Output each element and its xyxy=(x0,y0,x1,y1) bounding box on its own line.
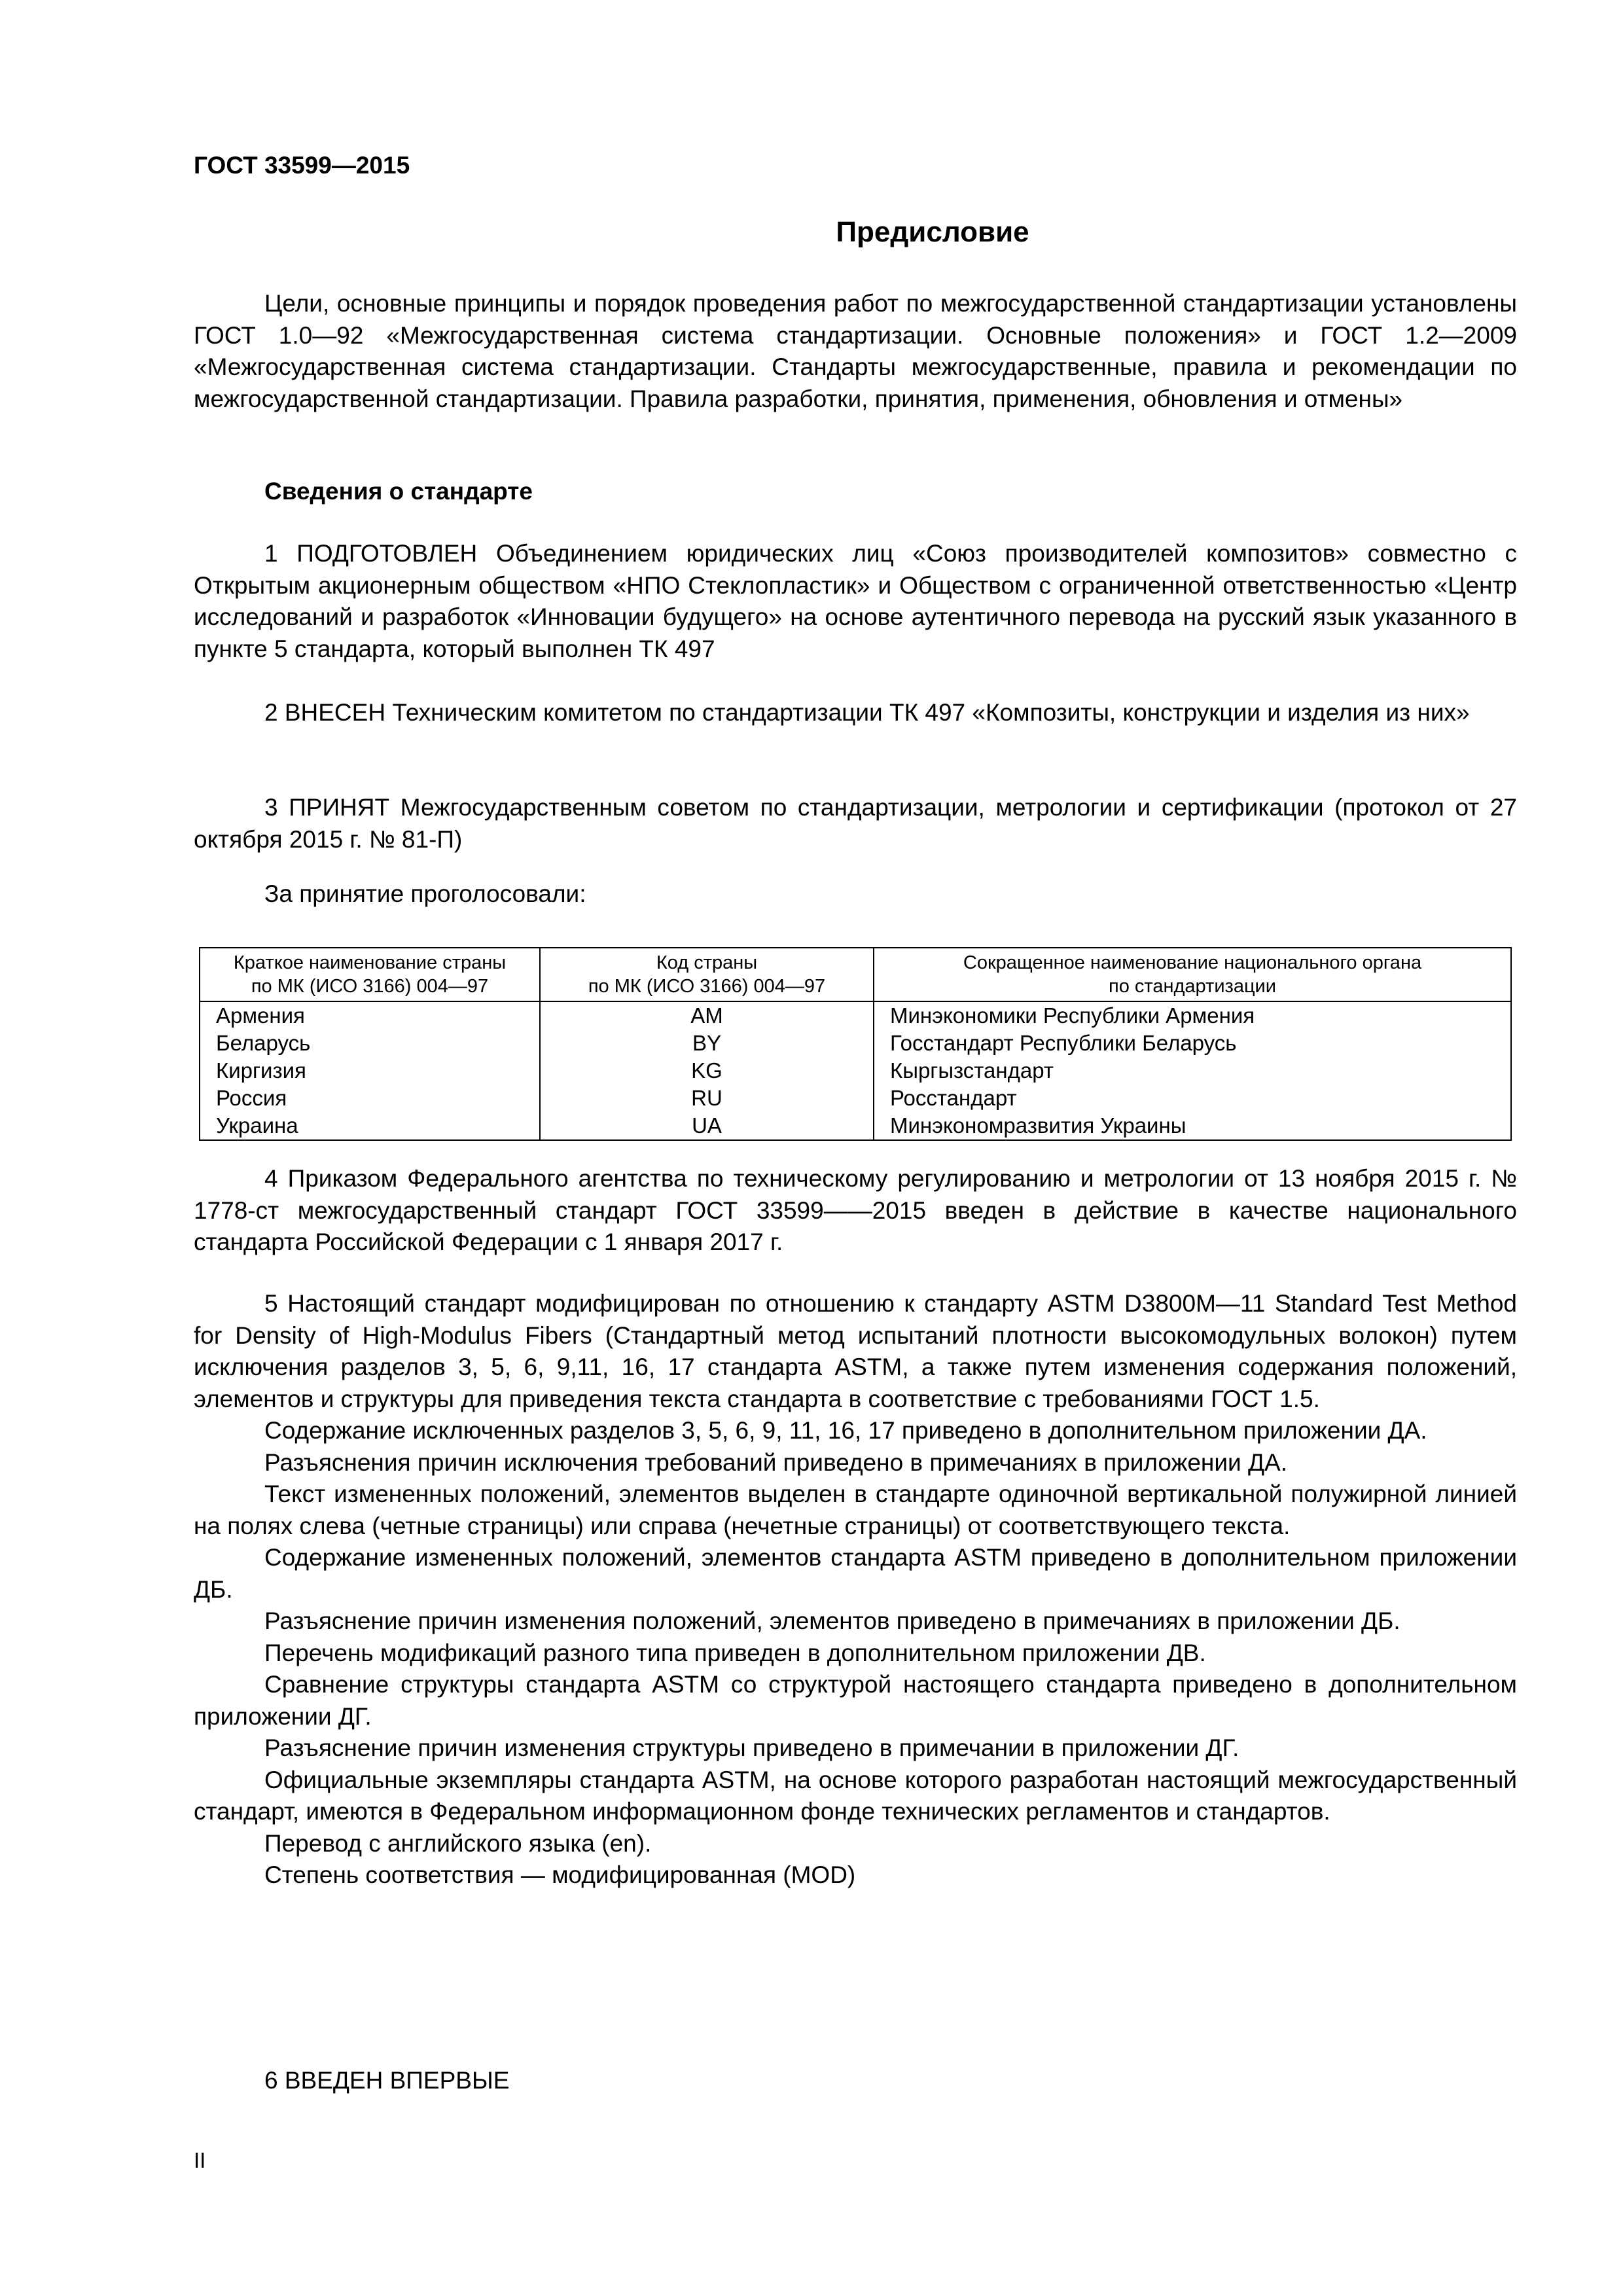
item-5-excluded-sections: Содержание исключенных разделов 3, 5, 6, 9, 11, 16, 17 приведено в дополнительном приложении ДА. xyxy=(264,1417,1427,1444)
country-code-cell: AM xyxy=(540,1001,874,1030)
table-row xyxy=(200,1057,1511,1085)
item-2-paragraph: 2 ВНЕСЕН Техническим комитетом по стандартизации ТК 497 «Композиты, конструкции и изделия из них» xyxy=(264,699,1470,726)
item-5-paragraph: 5 Настоящий стандарт модифицирован по отношению к стандарту ASTM D3800M—11 Standard Test Method for Density of High-Modulus Fibers (Стандартный метод испытаний плотности высокомодульных волокон) путем исключения разделов 3, 5, 6, 9,11, 16, 17 стандарта ASTM, а также путем изменения содержания положений, элементов и структуры для приведения текста стандарта в соответствие с требованиями ГОСТ 1.5. xyxy=(194,1290,1517,1412)
item-5-translation: Перевод с английского языка (en). xyxy=(264,1829,652,1857)
table-row xyxy=(200,1085,1511,1112)
item-5-changed-provisions: Содержание измененных положений, элементов стандарта ASTM приведено в дополнительном приложении ДБ. xyxy=(194,1544,1517,1603)
national-body-cell: Госстандарт Республики Беларусь xyxy=(874,1030,1511,1057)
voted-label: За принятие проголосовали: xyxy=(264,880,586,907)
country-code-cell: RU xyxy=(540,1085,874,1112)
item-4-block xyxy=(194,1163,1517,1259)
item-5-block xyxy=(194,1288,1517,1892)
table-header-row xyxy=(200,948,1511,1001)
voting-countries-table xyxy=(199,947,1512,1141)
national-body-cell: Минэкономики Республики Армения xyxy=(874,1001,1511,1030)
item-2-block xyxy=(194,697,1517,729)
item-3-paragraph: 3 ПРИНЯТ Межгосударственным советом по стандартизации, метрологии и сертификации (протокол от 27 октября 2015 г. № 81-П) xyxy=(194,794,1517,853)
country-name-cell: Украина xyxy=(200,1112,540,1140)
intro-paragraph-block xyxy=(194,288,1517,415)
page-title: Предисловие xyxy=(836,216,1029,248)
national-body-cell: Минэкономразвития Украины xyxy=(874,1112,1511,1140)
intro-paragraph: Цели, основные принципы и порядок проведения работ по межгосударственной стандартизации установлены ГОСТ 1.0—92 «Межгосударственная система стандартизации. Основные положения» и ГОСТ 1.2—2009 «Межгосударственная система стандартизации. Стандарты межгосударственные, правила и рекомендации по межгосударственной стандартизации. Правила разработки, принятия, применения, обновления и отмены» xyxy=(194,290,1517,412)
country-name-cell: Россия xyxy=(200,1085,540,1112)
country-code-cell: UA xyxy=(540,1112,874,1140)
country-code-cell: KG xyxy=(540,1057,874,1085)
item-3-block xyxy=(194,792,1517,855)
item-5-structure-reasons: Разъяснение причин изменения структуры приведено в примечании в приложении ДГ. xyxy=(264,1734,1240,1761)
header-country-code: Код страны по МК (ИСО 3166) 004—97 xyxy=(540,948,874,1001)
item-5-official-copies: Официальные экземпляры стандарта ASTM, на основе которого разработан настоящий межгосударственный стандарт, имеются в Федеральном информационном фонде технических регламентов и стандартов. xyxy=(194,1766,1517,1825)
item-6: 6 ВВЕДЕН ВПЕРВЫЕ xyxy=(264,2067,510,2094)
item-5-exclusion-reasons: Разъяснения причин исключения требований приведено в примечаниях в приложении ДА. xyxy=(264,1448,1287,1476)
table-row xyxy=(200,1030,1511,1057)
item-5-conformity-degree: Степень соответствия — модифицированная (MOD) xyxy=(264,1861,856,1888)
table-row xyxy=(200,1112,1511,1140)
country-name-cell: Армения xyxy=(200,1001,540,1030)
national-body-cell: Кыргызстандарт xyxy=(874,1057,1511,1085)
national-body-cell: Росстандарт xyxy=(874,1085,1511,1112)
table-row xyxy=(200,1001,1511,1030)
item-5-change-reasons: Разъяснение причин изменения положений, элементов приведено в примечаниях в приложении ДБ. xyxy=(264,1607,1400,1634)
item-5-modifications-list: Перечень модификаций разного типа приведен в дополнительном приложении ДВ. xyxy=(264,1639,1206,1666)
item-5-changed-text-marking: Текст измененных положений, элементов выделен в стандарте одиночной вертикальной полужирной линией на полях слева (четные страницы) или справа (нечетные страницы) от соответствующего текста. xyxy=(194,1480,1517,1539)
item-4-paragraph: 4 Приказом Федерального агентства по техническому регулированию и метрологии от 13 ноября 2015 г. № 1778-ст межгосударственный стандарт ГОСТ 33599——2015 введен в действие в качестве национального стандарта Российской Федерации с 1 января 2017 г. xyxy=(194,1165,1517,1255)
standard-code-header: ГОСТ 33599—2015 xyxy=(194,152,410,179)
section-subheading: Сведения о стандарте xyxy=(264,478,533,505)
header-country-name: Краткое наименование страны по МК (ИСО 3166) 004—97 xyxy=(200,948,540,1001)
page-number: II xyxy=(194,2148,206,2172)
country-name-cell: Беларусь xyxy=(200,1030,540,1057)
country-code-cell: BY xyxy=(540,1030,874,1057)
item-5-structure-comparison: Сравнение структуры стандарта ASTM со структурой настоящего стандарта приведено в дополнительном приложении ДГ. xyxy=(194,1671,1517,1730)
country-name-cell: Киргизия xyxy=(200,1057,540,1085)
item-1-paragraph: 1 ПОДГОТОВЛЕН Объединением юридических лиц «Союз производителей композитов» совместно с Открытым акционерным обществом «НПО Стеклопластик» и Обществом с ограниченной ответственностью «Центр исследований и разработок «Инновации будущего» на основе аутентичного перевода на русский язык указанного в пункте 5 стандарта, который выполнен ТК 497 xyxy=(194,540,1517,662)
item-1-block xyxy=(194,538,1517,665)
header-national-body: Сокращенное наименование национального органа по стандартизации xyxy=(874,948,1511,1001)
